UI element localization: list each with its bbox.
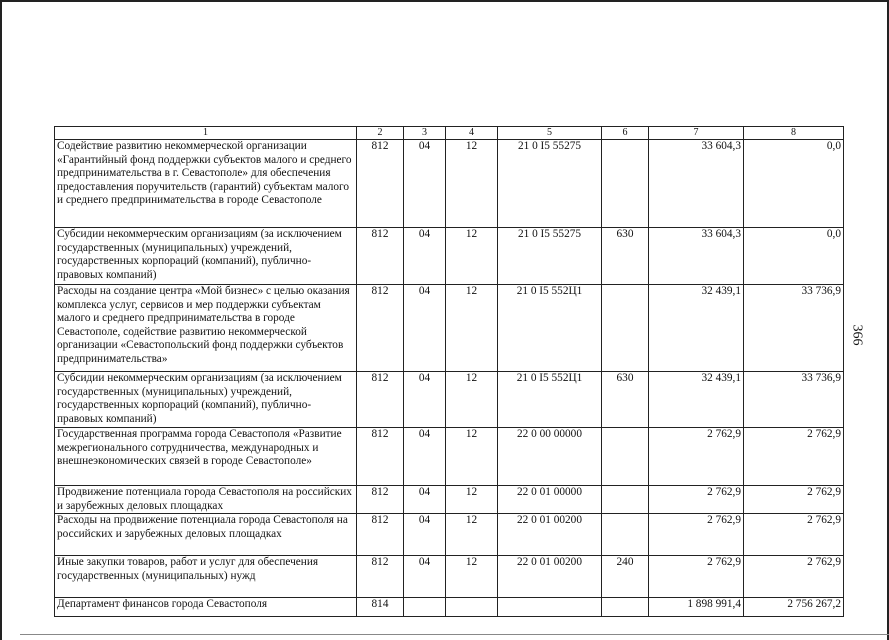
row-target-article: 22 0 01 00200 xyxy=(498,514,602,556)
row-admin-code: 812 xyxy=(357,372,404,428)
row-expense-type: 630 xyxy=(602,228,649,285)
row-target-article: 21 0 I5 552Ц1 xyxy=(498,372,602,428)
row-amount-year-2: 2 762,9 xyxy=(744,514,844,556)
header-cell-4: 4 xyxy=(446,127,498,140)
row-subsection: 12 xyxy=(446,372,498,428)
row-amount-year-1: 32 439,1 xyxy=(649,372,744,428)
row-target-article: 22 0 00 00000 xyxy=(498,428,602,486)
row-name: Содействие развитию некоммерческой организации «Гарантийный фонд поддержки субъектов малого и среднего предпринимательства в г. Севастополе» для обеспечения предоставления поручительств (гарантий) субъектам малого и среднего предпринимательства в городе Севастополе xyxy=(55,140,357,228)
header-cell-6: 6 xyxy=(602,127,649,140)
row-expense-type: 240 xyxy=(602,556,649,598)
row-target-article: 21 0 I5 55275 xyxy=(498,228,602,285)
row-target-article: 21 0 I5 552Ц1 xyxy=(498,285,602,372)
row-admin-code: 812 xyxy=(357,228,404,285)
row-amount-year-1: 2 762,9 xyxy=(649,556,744,598)
row-amount-year-2: 33 736,9 xyxy=(744,372,844,428)
row-admin-code: 812 xyxy=(357,428,404,486)
row-expense-type xyxy=(602,598,649,617)
row-amount-year-1: 33 604,3 xyxy=(649,228,744,285)
table-row xyxy=(55,140,844,228)
row-amount-year-2: 2 762,9 xyxy=(744,428,844,486)
row-subsection xyxy=(446,598,498,617)
row-name: Расходы на создание центра «Мой бизнес» с целью оказания комплекса услуг, сервисов и мер поддержки субъектам малого и среднего предпринимательства в городе Севастополе, содействие развитию некоммерческой организации «Севастопольский фонд поддержки субъектов предпринимательства» xyxy=(55,285,357,372)
row-section: 04 xyxy=(404,285,446,372)
row-subsection: 12 xyxy=(446,486,498,514)
header-cell-7: 7 xyxy=(649,127,744,140)
row-expense-type xyxy=(602,140,649,228)
budget-table xyxy=(54,126,844,617)
row-section: 04 xyxy=(404,428,446,486)
header-cell-5: 5 xyxy=(498,127,602,140)
row-section: 04 xyxy=(404,228,446,285)
table-row xyxy=(55,514,844,556)
row-expense-type xyxy=(602,428,649,486)
row-expense-type: 630 xyxy=(602,372,649,428)
row-target-article: 22 0 01 00000 xyxy=(498,486,602,514)
row-section xyxy=(404,598,446,617)
page-number: 366 xyxy=(849,324,865,346)
row-amount-year-1: 2 762,9 xyxy=(649,486,744,514)
row-name: Продвижение потенциала города Севастополя на российских и зарубежных деловых площадках xyxy=(55,486,357,514)
row-section: 04 xyxy=(404,556,446,598)
row-section: 04 xyxy=(404,514,446,556)
row-amount-year-2: 2 762,9 xyxy=(744,556,844,598)
row-amount-year-1: 2 762,9 xyxy=(649,514,744,556)
row-section: 04 xyxy=(404,486,446,514)
table-row xyxy=(55,556,844,598)
row-amount-year-1: 32 439,1 xyxy=(649,285,744,372)
scan-border-bottom xyxy=(20,634,889,635)
row-admin-code: 812 xyxy=(357,486,404,514)
row-expense-type xyxy=(602,486,649,514)
header-cell-8: 8 xyxy=(744,127,844,140)
row-amount-year-1: 2 762,9 xyxy=(649,428,744,486)
header-row xyxy=(55,127,844,140)
row-amount-year-2: 0,0 xyxy=(744,228,844,285)
row-expense-type xyxy=(602,514,649,556)
row-subsection: 12 xyxy=(446,285,498,372)
scan-border-left xyxy=(0,0,2,640)
row-section: 04 xyxy=(404,140,446,228)
header-cell-3: 3 xyxy=(404,127,446,140)
row-name: Иные закупки товаров, работ и услуг для обеспечения государственных (муниципальных) нужд xyxy=(55,556,357,598)
row-target-article: 22 0 01 00200 xyxy=(498,556,602,598)
row-amount-year-1: 33 604,3 xyxy=(649,140,744,228)
table-row xyxy=(55,372,844,428)
row-admin-code: 812 xyxy=(357,556,404,598)
header-cell-1: 1 xyxy=(55,127,357,140)
row-target-article xyxy=(498,598,602,617)
row-admin-code: 812 xyxy=(357,140,404,228)
row-target-article: 21 0 I5 55275 xyxy=(498,140,602,228)
table-row xyxy=(55,598,844,617)
table-row xyxy=(55,486,844,514)
row-amount-year-1: 1 898 991,4 xyxy=(649,598,744,617)
row-expense-type xyxy=(602,285,649,372)
row-subsection: 12 xyxy=(446,428,498,486)
row-subsection: 12 xyxy=(446,228,498,285)
row-amount-year-2: 0,0 xyxy=(744,140,844,228)
row-amount-year-2: 33 736,9 xyxy=(744,285,844,372)
row-amount-year-2: 2 762,9 xyxy=(744,486,844,514)
table-row xyxy=(55,228,844,285)
row-section: 04 xyxy=(404,372,446,428)
row-subsection: 12 xyxy=(446,556,498,598)
header-cell-2: 2 xyxy=(357,127,404,140)
row-admin-code: 812 xyxy=(357,514,404,556)
table-row xyxy=(55,285,844,372)
row-name: Субсидии некоммерческим организациям (за исключением государственных (муниципальных) учреждений, государственных корпораций (компаний), публично-правовых компаний) xyxy=(55,228,357,285)
row-subsection: 12 xyxy=(446,140,498,228)
row-name: Департамент финансов города Севастополя xyxy=(55,598,357,617)
row-admin-code: 812 xyxy=(357,285,404,372)
row-name: Государственная программа города Севастополя «Развитие межрегионального сотрудничества, международных и внешнеэкономических связей в городе Севастополе» xyxy=(55,428,357,486)
row-name: Расходы на продвижение потенциала города Севастополя на российских и зарубежных деловых площадках xyxy=(55,514,357,556)
row-admin-code: 814 xyxy=(357,598,404,617)
row-amount-year-2: 2 756 267,2 xyxy=(744,598,844,617)
table-row xyxy=(55,428,844,486)
row-name: Субсидии некоммерческим организациям (за исключением государственных (муниципальных) учреждений, государственных корпораций (компаний), публично-правовых компаний) xyxy=(55,372,357,428)
scan-border-top xyxy=(0,0,889,2)
row-subsection: 12 xyxy=(446,514,498,556)
